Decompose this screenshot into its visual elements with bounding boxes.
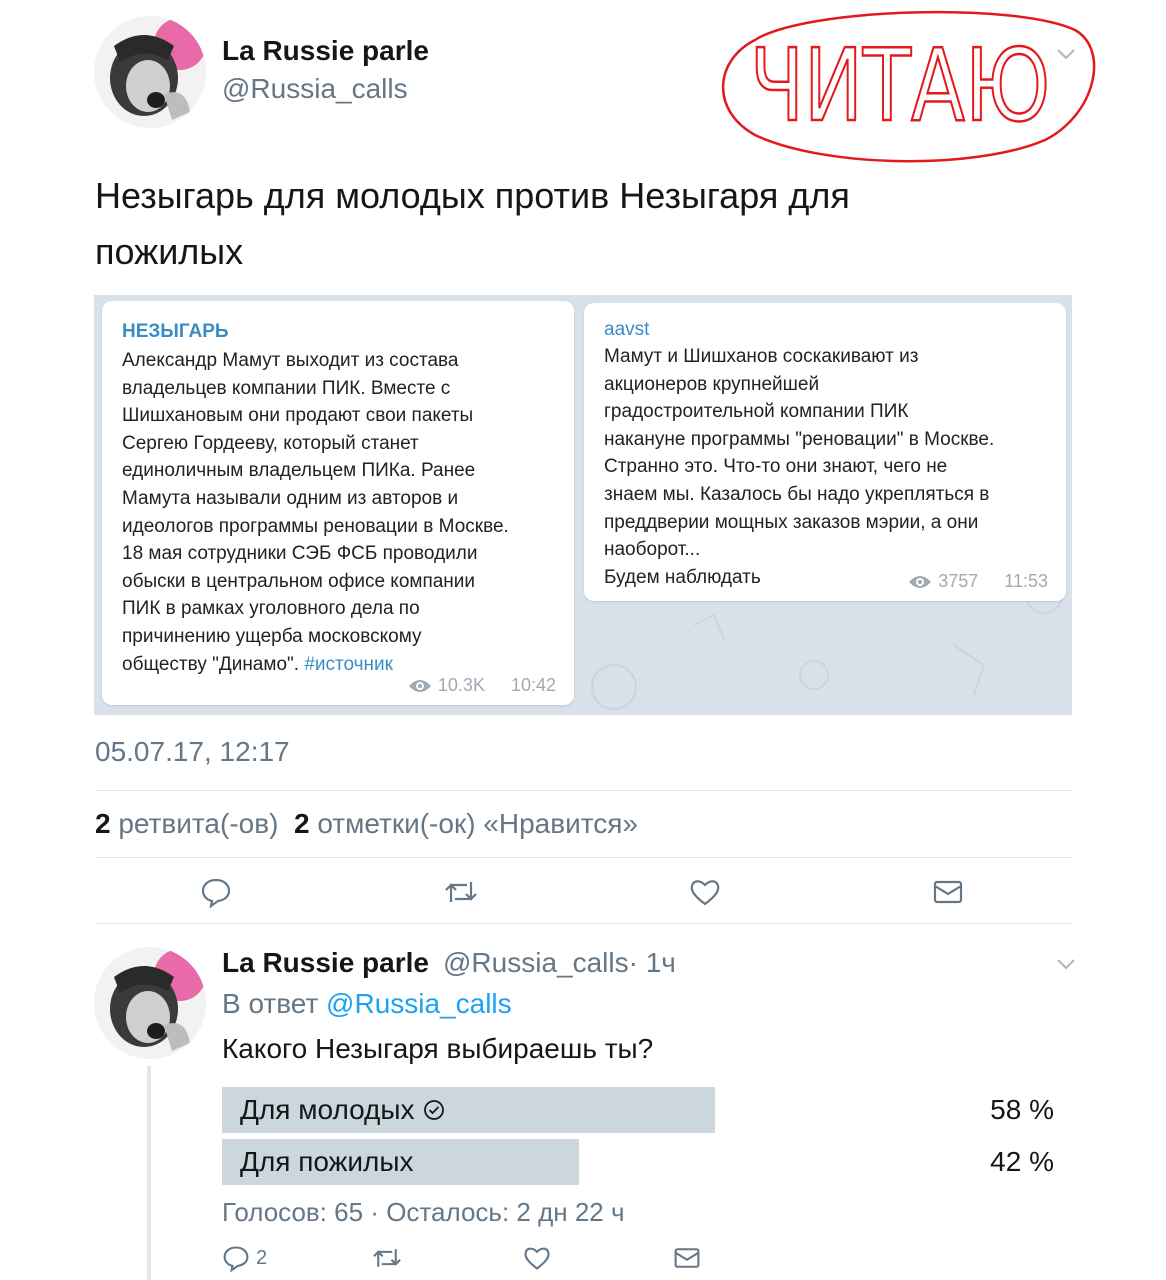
message-button[interactable] <box>673 1244 701 1272</box>
like-button[interactable] <box>689 876 721 908</box>
poll-option-1[interactable] <box>240 1094 445 1126</box>
tweet-text: Незыгарь для молодых против Незыгаря для пожилых <box>95 175 850 272</box>
post-line: Мамут и Шишханов соскакивают из <box>604 346 919 367</box>
post-line: Александр Мамут выходит из состава <box>122 350 459 371</box>
reply-icon <box>222 1244 250 1272</box>
post-line: единоличным владельцем ПИКа. Ранее <box>122 460 476 482</box>
message-button[interactable] <box>932 876 964 908</box>
author-name[interactable]: La Russie parle <box>222 35 429 66</box>
post-hashtag: #источник <box>304 653 393 675</box>
post-views: 10.3K <box>437 675 485 695</box>
reply-text: Какого Незыгаря выбираешь ты? <box>222 1033 654 1064</box>
post-line: знаем мы. Казалось бы надо укрепляться в <box>604 483 990 505</box>
tweet-timestamp: 05.07.17, 12:17 <box>95 736 290 767</box>
post-meta <box>908 571 1048 592</box>
post-last-line <box>122 651 572 679</box>
poll-option-2[interactable] <box>240 1146 414 1178</box>
retweet-icon <box>371 1244 403 1272</box>
likes-label: отметки(-ок) «Нравится» <box>317 808 639 839</box>
annotation-text: ЧИТАЮ <box>750 27 1050 144</box>
reply-button[interactable] <box>200 876 232 908</box>
reply-count: 2 <box>256 1246 268 1269</box>
eye-icon <box>908 574 932 590</box>
heart-icon <box>523 1244 551 1272</box>
likes-count: 2 <box>293 808 310 839</box>
heart-icon <box>689 876 721 908</box>
poll-meta: Голосов: 65 · Осталось: 2 дн 22 ч <box>222 1197 625 1227</box>
avatar-image <box>94 16 206 128</box>
reply-handle[interactable]: @Russia_calls <box>443 947 629 978</box>
telegram-post-right <box>584 303 1066 601</box>
retweet-button[interactable] <box>371 1244 403 1272</box>
post-line: Мамута называли одним из авторов и <box>122 487 459 509</box>
chevron-down-icon[interactable] <box>1052 950 1080 978</box>
divider <box>95 790 1072 791</box>
reply-icon <box>200 876 232 908</box>
tweet-stats <box>95 808 638 840</box>
telegram-post-left <box>102 301 574 705</box>
eye-icon <box>408 678 432 694</box>
divider <box>95 923 1072 924</box>
post-line: обыски в центральном офисе компании <box>122 570 476 592</box>
post-line: градостроительной компании ПИК <box>604 401 909 423</box>
post-line: 18 мая сотрудники СЭБ ФСБ проводили <box>122 543 478 565</box>
envelope-icon <box>932 876 964 908</box>
poll-option-label: Для пожилых <box>240 1146 414 1177</box>
retweets-label: ретвита(-ов) <box>118 808 279 839</box>
post-line: наоборот... <box>604 539 701 561</box>
post-line: владельцев компании ПИК. Вместе с <box>122 377 451 399</box>
like-button[interactable] <box>523 1244 551 1272</box>
post-source: aavst <box>604 319 650 340</box>
poll-option-label: Для молодых <box>240 1094 415 1125</box>
reply-mention[interactable]: @Russia_calls <box>326 988 512 1019</box>
envelope-icon <box>673 1244 701 1272</box>
reply-author-name[interactable]: La Russie parle <box>222 947 429 978</box>
post-line: причинению ущерба московскому <box>122 625 422 647</box>
handwritten-annotation <box>715 0 1100 165</box>
retweet-icon <box>443 876 479 908</box>
check-circle-icon <box>423 1099 445 1121</box>
reply-author-handle <box>443 947 676 979</box>
author-handle[interactable]: @Russia_calls <box>222 73 408 104</box>
reply-author-avatar[interactable] <box>94 947 206 1059</box>
likes-stat[interactable] <box>294 808 638 839</box>
reply-to <box>222 988 512 1020</box>
retweet-button[interactable] <box>443 876 479 908</box>
retweets-count: 2 <box>95 808 111 839</box>
post-source: НЕЗЫГАРЬ <box>122 321 229 342</box>
post-line: ПИК в рамках уголовного дела по <box>122 598 420 620</box>
post-line: накануне программы "реновации" в Москве. <box>604 428 995 450</box>
post-line: идеологов программы реновации в Москве. <box>122 515 509 537</box>
poll-option-percent: 58 % <box>990 1094 1054 1125</box>
post-line: Будем наблюдать <box>604 566 761 588</box>
tweet-media[interactable] <box>94 295 1072 715</box>
thread-line <box>147 1066 151 1280</box>
avatar-image <box>94 947 206 1059</box>
post-body <box>122 347 572 678</box>
reply-prefix: В ответ <box>222 988 319 1019</box>
post-time: 10:42 <box>510 675 556 695</box>
post-line: Странно это. Что-то они знают, чего не <box>604 456 948 478</box>
post-line: Сергею Гордееву, который станет <box>122 432 419 454</box>
retweets-stat[interactable] <box>95 808 278 839</box>
post-time: 11:53 <box>1004 571 1048 591</box>
post-line: обществу "Динамо". <box>122 653 300 675</box>
post-meta <box>408 675 556 696</box>
post-body <box>604 343 1064 591</box>
reply-age: · 1ч <box>628 947 676 978</box>
author-avatar[interactable] <box>94 16 206 128</box>
post-line: акционеров крупнейшей <box>604 373 820 395</box>
reply-button[interactable] <box>222 1244 267 1272</box>
post-views: 3757 <box>938 571 979 591</box>
post-line: Шишхановым они продают свои пакеты <box>122 405 474 427</box>
post-line: преддверии мощных заказов мэрии, а они <box>604 511 979 533</box>
poll-option-percent: 42 % <box>990 1146 1054 1177</box>
divider <box>95 857 1072 858</box>
